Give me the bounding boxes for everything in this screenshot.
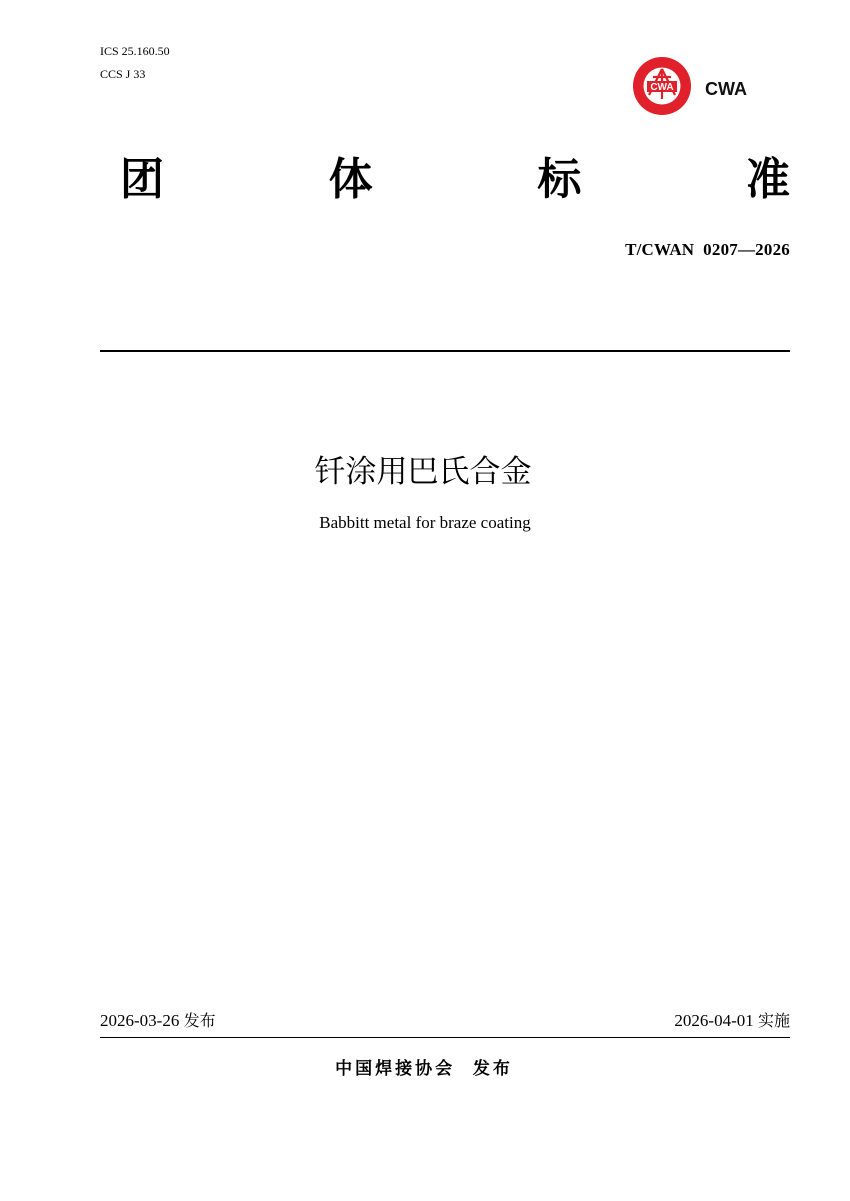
cwa-emblem-icon xyxy=(631,55,701,117)
document-title-en: Babbitt metal for braze coating xyxy=(319,513,531,532)
publish-date: 2026-03-26 xyxy=(100,1011,180,1030)
effective-date-line xyxy=(674,1010,790,1032)
top-divider xyxy=(100,350,790,352)
standard-type-title xyxy=(100,150,790,210)
effective-date: 2026-04-01 xyxy=(674,1011,754,1030)
standard-number: T/CWAN 0207—2026 xyxy=(625,240,790,259)
logo-text: CWA xyxy=(705,79,747,99)
bottom-divider xyxy=(100,1037,790,1038)
publisher: 中国焊接协会 发布 xyxy=(335,1059,513,1079)
publish-label: 发布 xyxy=(183,1011,216,1030)
effective-label: 实施 xyxy=(757,1011,790,1030)
title-char-4: 准 xyxy=(745,154,790,205)
ics-code: ICS 25.160.50 xyxy=(100,44,170,58)
title-char-2: 体 xyxy=(328,154,373,205)
emblem-letters: CWA xyxy=(650,82,674,93)
ccs-code: CCS J 33 xyxy=(100,67,146,81)
title-char-3: 标 xyxy=(537,154,582,205)
publish-date-line xyxy=(100,1010,216,1032)
document-title-cn: 钎涂用巴氏合金 xyxy=(314,454,532,490)
title-char-1: 团 xyxy=(120,154,164,205)
cwa-logo xyxy=(631,55,761,117)
